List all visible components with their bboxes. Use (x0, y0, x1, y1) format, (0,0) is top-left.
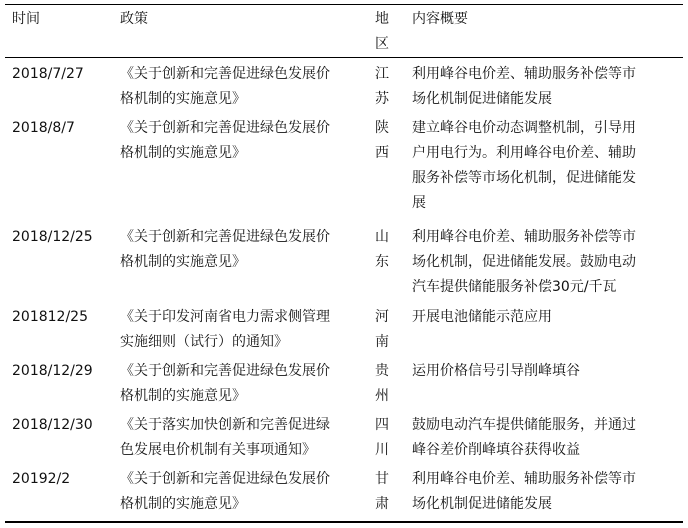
row-region: 贵 州 (375, 363, 389, 404)
row-date: 201812/25 (12, 309, 88, 325)
row-policy: 《关于落实加快创新和完善促进绿 色发展电价机制有关事项通知》 (120, 417, 330, 458)
row-policy: 《关于创新和完善促进绿色发展价 格机制的实施意见》 (120, 66, 330, 107)
row-region: 甘 肃 (375, 471, 389, 512)
row-content: 运用价格信号引导削峰填谷 (412, 363, 580, 379)
row-policy: 《关于创新和完善促进绿色发展价 格机制的实施意见》 (120, 363, 330, 404)
header-region: 地 区 (375, 11, 389, 52)
row-date: 2018/12/29 (12, 363, 93, 379)
row-content: 鼓励电动汽车提供储能服务，并通过 峰谷差价削峰填谷获得收益 (412, 417, 636, 458)
row-region: 江 苏 (375, 66, 389, 107)
row-content: 利用峰谷电价差、辅助服务补偿等市 场化机制促进储能发展 (412, 66, 636, 107)
header-policy: 政策 (120, 11, 148, 27)
row-date: 20192/2 (12, 471, 71, 487)
row-policy: 《关于创新和完善促进绿色发展价 格机制的实施意见》 (120, 471, 330, 512)
row-content: 利用峰谷电价差、辅助服务补偿等市 场化机制促进储能发展 (412, 471, 636, 512)
row-region: 四 川 (375, 417, 389, 458)
row-region: 山 东 (375, 229, 389, 270)
row-region: 河 南 (375, 309, 389, 350)
row-date: 2018/12/25 (12, 229, 93, 245)
row-policy: 《关于创新和完善促进绿色发展价 格机制的实施意见》 (120, 229, 330, 270)
table-top-rule (5, 4, 683, 5)
table-bottom-rule (5, 521, 683, 523)
row-content: 利用峰谷电价差、辅助服务补偿等市 场化机制，促进储能发展。鼓励电动 汽车提供储能服务补偿30元/千瓦 (412, 229, 636, 295)
header-content: 内容概要 (412, 11, 468, 27)
row-content: 建立峰谷电价动态调整机制，引导用 户用电行为。利用峰谷电价差、辅助 服务补偿等市场化机制，促进储能发 展 (412, 120, 636, 211)
row-date: 2018/12/30 (12, 417, 93, 433)
row-date: 2018/8/7 (12, 120, 75, 136)
row-content: 开展电池储能示范应用 (412, 309, 552, 325)
header-date: 时间 (12, 11, 40, 27)
row-policy: 《关于印发河南省电力需求侧管理 实施细则（试行）的通知》 (120, 309, 330, 350)
row-date: 2018/7/27 (12, 66, 84, 82)
row-policy: 《关于创新和完善促进绿色发展价 格机制的实施意见》 (120, 120, 330, 161)
row-region: 陕 西 (375, 120, 389, 161)
table-header-rule (5, 57, 683, 58)
